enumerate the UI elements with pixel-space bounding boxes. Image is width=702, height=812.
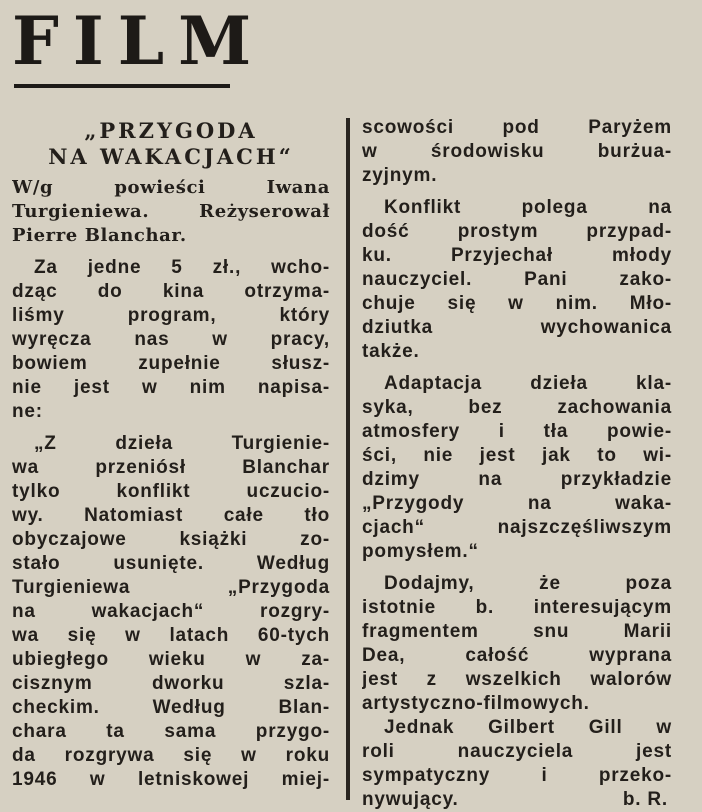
text-line: Adaptacja dzieła kla- bbox=[384, 373, 672, 394]
text-line: cisznym dworku szla- bbox=[12, 673, 330, 694]
text-line: 1946 w letniskowej miej- bbox=[12, 769, 330, 790]
text-line: da rozgrywa się w roku bbox=[12, 745, 330, 766]
text-line: wa się w latach 60-tych bbox=[12, 625, 330, 646]
left-column-text bbox=[12, 256, 330, 792]
text-line: obyczajowe książki zo- bbox=[12, 529, 330, 550]
text-line: Konflikt polega na bbox=[384, 197, 672, 218]
text-line: jest z wszelkich walorów bbox=[362, 669, 672, 690]
headline-line-1: „PRZYGODA bbox=[84, 118, 258, 143]
text-line: dząc do kina otrzyma- bbox=[12, 281, 330, 302]
text-line: ne: bbox=[12, 401, 43, 422]
text-line: wyręcza nas w pracy, bbox=[12, 329, 330, 350]
author-signature: b. R. bbox=[622, 789, 668, 810]
text-line: „Z dzieła Turgienie- bbox=[34, 433, 330, 454]
text-line: atmosfery i tła powie- bbox=[362, 421, 672, 442]
text-line: stało usunięte. Według bbox=[12, 553, 330, 574]
closing-line: nywujący. bbox=[362, 789, 459, 810]
text-line: na wakacjach“ rozgry- bbox=[12, 601, 330, 622]
text-line: Za jedne 5 zł., wcho- bbox=[34, 257, 330, 278]
text-line: scowości pod Paryżem bbox=[362, 117, 672, 138]
text-line: Dea, całość wyprana bbox=[362, 645, 672, 666]
text-line: syka, bez zachowania bbox=[362, 397, 672, 418]
title-underline bbox=[14, 84, 230, 88]
text-line: Jednak Gilbert Gill w bbox=[384, 717, 672, 738]
text-line: cjach“ najszczęśliwszym bbox=[362, 517, 672, 538]
text-line: nauczyciel. Pani zako- bbox=[362, 269, 672, 290]
text-line: dziutka wychowanica bbox=[362, 317, 672, 338]
paragraph-gap bbox=[362, 188, 672, 196]
text-line: wy. Natomiast całe tło bbox=[12, 505, 330, 526]
text-line: tylko konflikt uczucio- bbox=[12, 481, 330, 502]
headline-line-2: NA WAKACJACH“ bbox=[48, 144, 294, 169]
right-column bbox=[362, 116, 672, 812]
text-line: chara ta sama przygo- bbox=[12, 721, 330, 742]
text-line: wa przeniósł Blanchar bbox=[12, 457, 330, 478]
column-divider bbox=[346, 118, 350, 800]
text-line: ubiegłego wieku w za- bbox=[12, 649, 330, 670]
text-line: Dodajmy, że poza bbox=[384, 573, 672, 594]
text-line: liśmy program, który bbox=[12, 305, 330, 326]
text-line: dzimy na przykładzie bbox=[362, 469, 672, 490]
text-line: pomysłem.“ bbox=[362, 541, 479, 562]
paragraph-gap bbox=[362, 364, 672, 372]
right-column-text bbox=[362, 116, 672, 788]
paragraph-gap bbox=[12, 424, 330, 432]
text-line: roli nauczyciela jest bbox=[362, 741, 672, 762]
closing-row bbox=[362, 788, 672, 812]
text-line: także. bbox=[362, 341, 420, 362]
text-line: „Przygody na waka- bbox=[362, 493, 672, 514]
article-credits: W/g powieści Iwana Turgieniewa. Reżyserował Pierre Blanchar. bbox=[12, 177, 330, 246]
section-title: FILM bbox=[12, 2, 266, 80]
text-line: ku. Przyjechał młody bbox=[362, 245, 672, 266]
text-line: chuje się w nim. Mło- bbox=[362, 293, 672, 314]
text-line: zyjnym. bbox=[362, 165, 438, 186]
text-line: nie jest w nim napisa- bbox=[12, 377, 330, 398]
article-headline bbox=[12, 118, 330, 170]
paragraph-gap bbox=[362, 564, 672, 572]
left-column bbox=[12, 118, 330, 792]
text-line: istotnie b. interesującym bbox=[362, 597, 672, 618]
text-line: ści, nie jest jak to wi- bbox=[362, 445, 672, 466]
text-line: artystyczno-filmowych. bbox=[362, 693, 590, 714]
text-line: dość prostym przypad- bbox=[362, 221, 672, 242]
text-line: fragmentem snu Marii bbox=[362, 621, 672, 642]
text-line: Turgieniewa „Przygoda bbox=[12, 577, 330, 598]
text-line: w środowisku burżua- bbox=[362, 141, 672, 162]
text-line: bowiem zupełnie słusz- bbox=[12, 353, 330, 374]
text-line: sympatyczny i przeko- bbox=[362, 765, 672, 786]
text-line: checkim. Według Blan- bbox=[12, 697, 330, 718]
